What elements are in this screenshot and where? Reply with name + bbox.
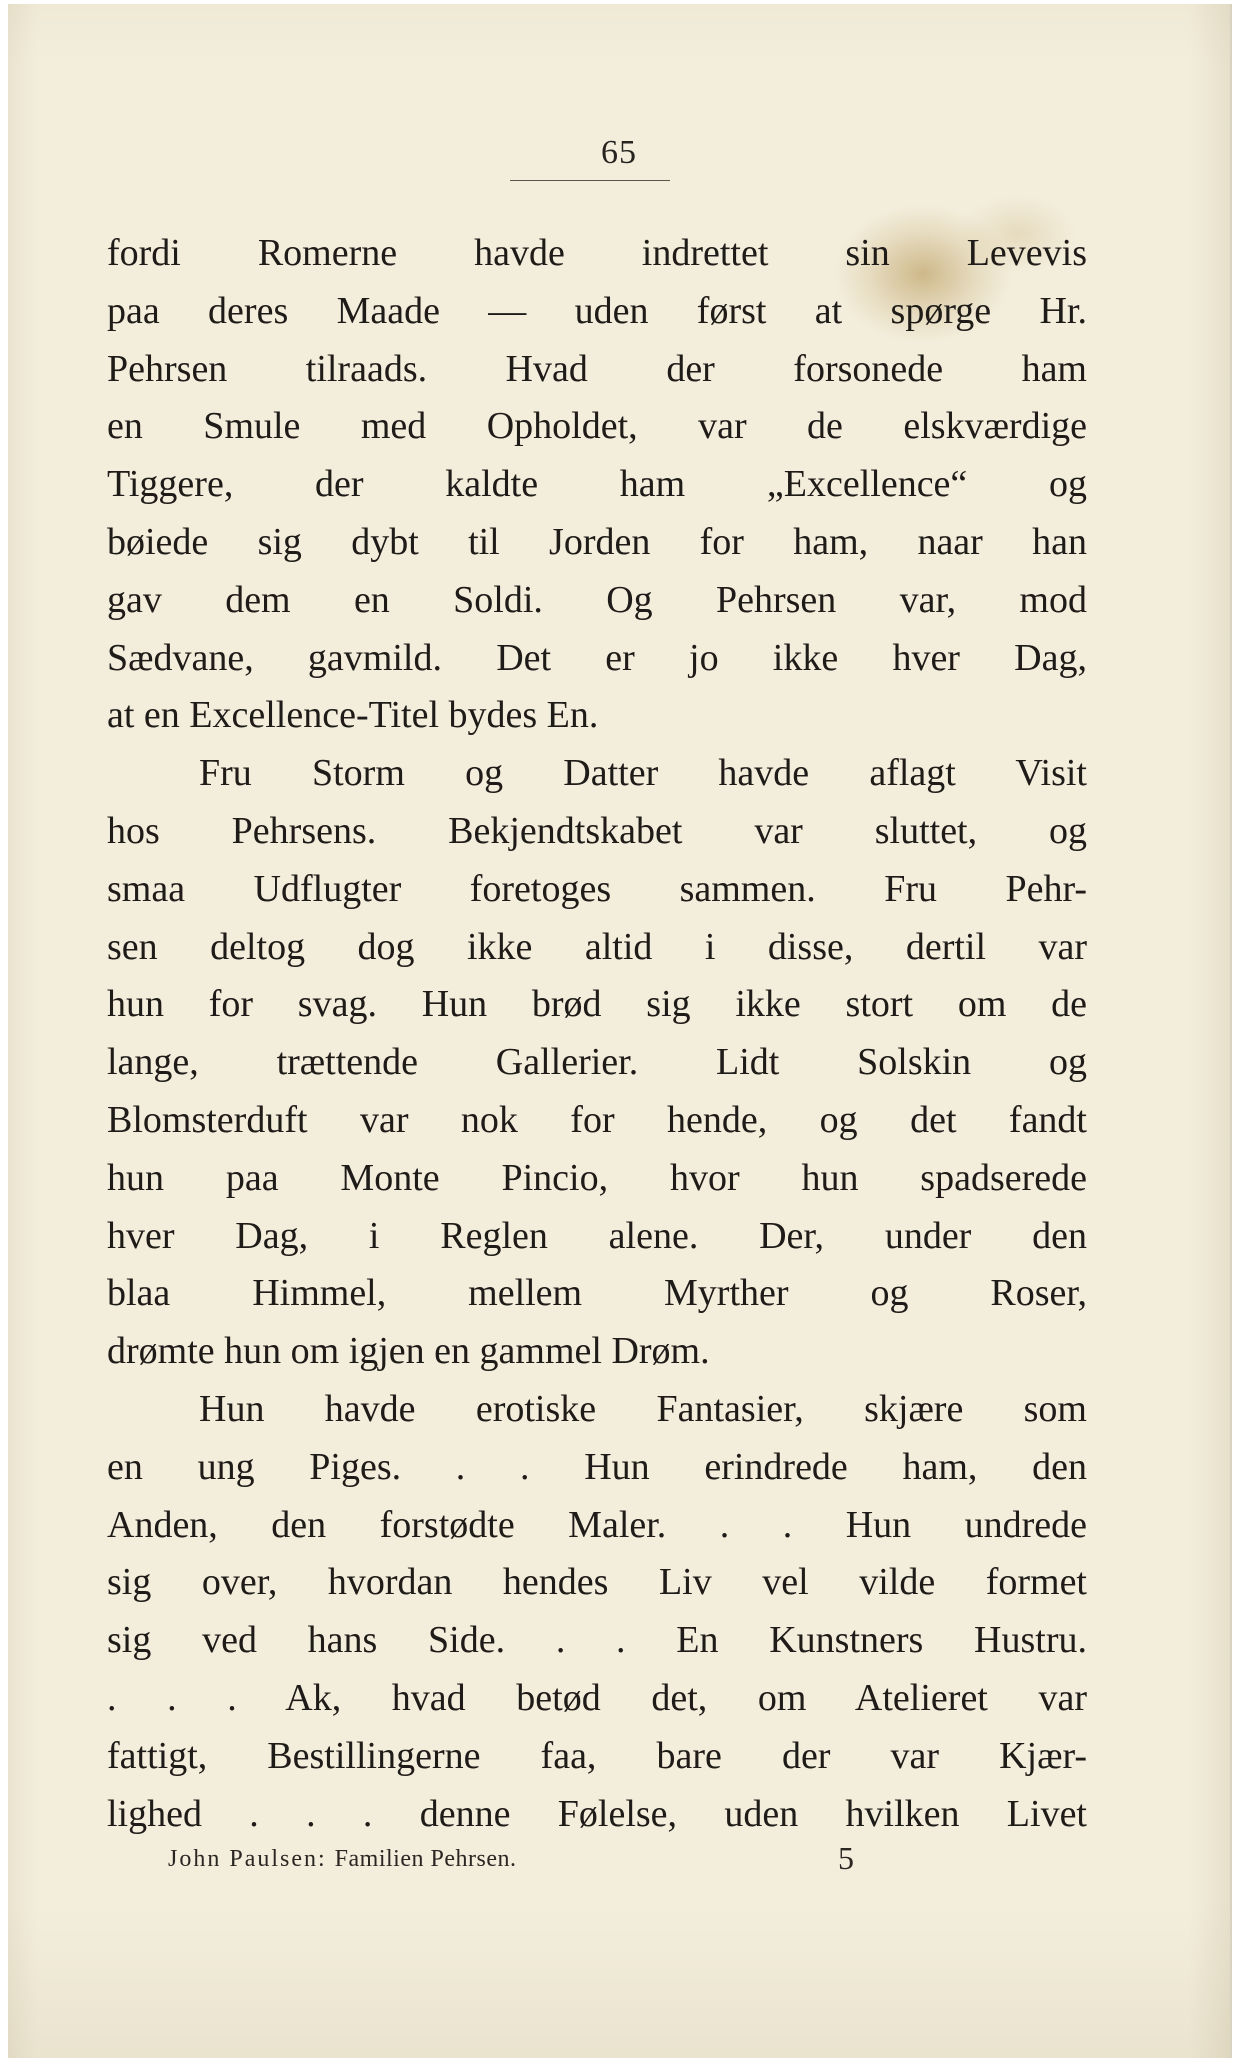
sheet-number: 5: [838, 1840, 854, 1876]
text-line: Fru Storm og Datter havde aflagt Visit: [199, 752, 1087, 795]
footer-author: John Paulsen:: [168, 1846, 327, 1872]
text-line: hun paa Monte Pincio, hvor hun spadserede: [107, 1156, 1087, 1199]
text-line: smaa Udflugter foretoges sammen. Fru Pehr-: [107, 867, 1087, 910]
text-line: sen deltog dog ikke altid i disse, dertil var: [107, 925, 1087, 968]
page-number: 65: [601, 134, 637, 171]
text-line: Hun havde erotiske Fantasier, skjære som: [199, 1387, 1087, 1430]
book-page: [8, 4, 1232, 2058]
text-line: Anden, den forstødte Maler. . . Hun undrede: [107, 1503, 1087, 1546]
text-line: paa deres Maade — uden først at spørge Hr.: [107, 289, 1087, 332]
text-line: en Smule med Opholdet, var de elskværdige: [107, 405, 1087, 448]
text-line: fordi Romerne havde indrettet sin Levevis: [107, 232, 1087, 274]
footer-book-title: Familien Pehrsen.: [334, 1846, 517, 1872]
text-line: at en Excellence-Titel bydes En.: [107, 694, 599, 737]
text-line: Blomsterduft var nok for hende, og det fandt: [107, 1098, 1087, 1141]
text-line: drømte hun om igjen en gammel Drøm.: [107, 1330, 710, 1373]
text-line: hos Pehrsens. Bekjendtskabet var sluttet, og: [107, 809, 1087, 852]
text-line: gav dem en Soldi. Og Pehrsen var, mod: [107, 578, 1087, 621]
text-line: Tiggere, der kaldte ham „Excellence“ og: [107, 463, 1087, 506]
text-line: sig over, hvordan hendes Liv vel vilde formet: [107, 1561, 1087, 1604]
text-line: hun for svag. Hun brød sig ikke stort om de: [107, 983, 1087, 1026]
body-text: [107, 225, 1087, 1843]
text-line: lange, trættende Gallerier. Lidt Solskin og: [107, 1041, 1087, 1084]
text-line: blaa Himmel, mellem Myrther og Roser,: [107, 1272, 1087, 1315]
text-line: lighed . . . denne Følelse, uden hvilken Livet: [107, 1792, 1087, 1835]
text-line: hver Dag, i Reglen alene. Der, under den: [107, 1214, 1087, 1257]
text-line: fattigt, Bestillingerne faa, bare der var Kjær-: [107, 1734, 1087, 1777]
text-line: sig ved hans Side. . . En Kunstners Hustru.: [107, 1619, 1087, 1662]
footer-signature: [168, 1846, 516, 1873]
text-line: . . . Ak, hvad betød det, om Atelieret var: [107, 1676, 1087, 1719]
text-line: en ung Piges. . . Hun erindrede ham, den: [107, 1445, 1087, 1488]
text-line: bøiede sig dybt til Jorden for ham, naar han: [107, 520, 1087, 563]
text-line: Pehrsen tilraads. Hvad der forsonede ham: [107, 347, 1087, 390]
page-number-rule: [510, 180, 670, 181]
text-line: Sædvane, gavmild. Det er jo ikke hver Dag,: [107, 636, 1087, 679]
